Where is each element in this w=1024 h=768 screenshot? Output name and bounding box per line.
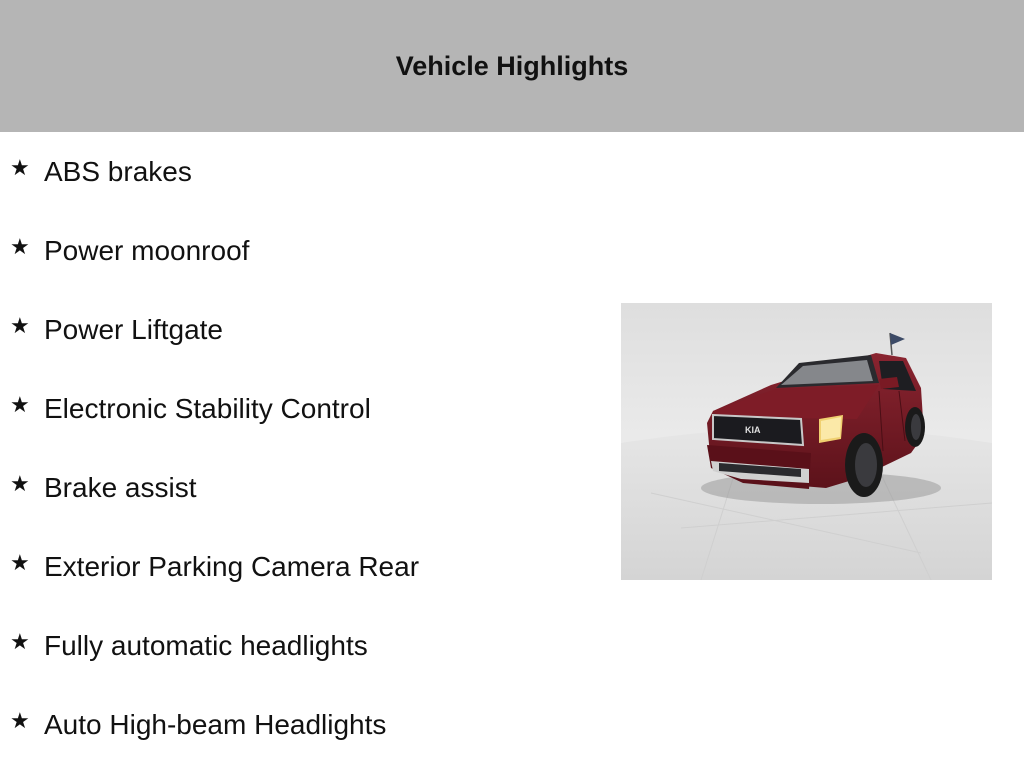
list-item (10, 231, 249, 271)
list-item (10, 310, 223, 350)
highlight-label: Power moonroof (44, 235, 250, 266)
highlight-label: Electronic Stability Control (44, 393, 371, 424)
star-icon: ★ (10, 313, 30, 338)
page-header (0, 0, 1024, 132)
highlight-label: Auto High-beam Headlights (44, 709, 387, 740)
highlight-label: ABS brakes (44, 156, 192, 187)
star-icon: ★ (10, 708, 30, 733)
star-icon: ★ (10, 471, 30, 496)
star-icon: ★ (10, 155, 30, 180)
highlight-label: Power Liftgate (44, 314, 223, 345)
star-icon: ★ (10, 234, 30, 259)
star-icon: ★ (10, 629, 30, 654)
highlight-label: Fully automatic headlights (44, 630, 368, 661)
page-title: Vehicle Highlights (395, 50, 629, 81)
highlight-label: Brake assist (44, 472, 197, 503)
highlight-label: Exterior Parking Camera Rear (44, 551, 420, 582)
list-item (10, 626, 368, 666)
kia-logo-text: KIA (745, 425, 761, 435)
list-item (10, 547, 419, 587)
vehicle-photo (621, 303, 992, 580)
list-item (10, 389, 371, 429)
list-item (10, 705, 386, 745)
star-icon: ★ (10, 550, 30, 575)
star-icon: ★ (10, 392, 30, 417)
list-item (10, 152, 192, 192)
list-item (10, 468, 197, 508)
